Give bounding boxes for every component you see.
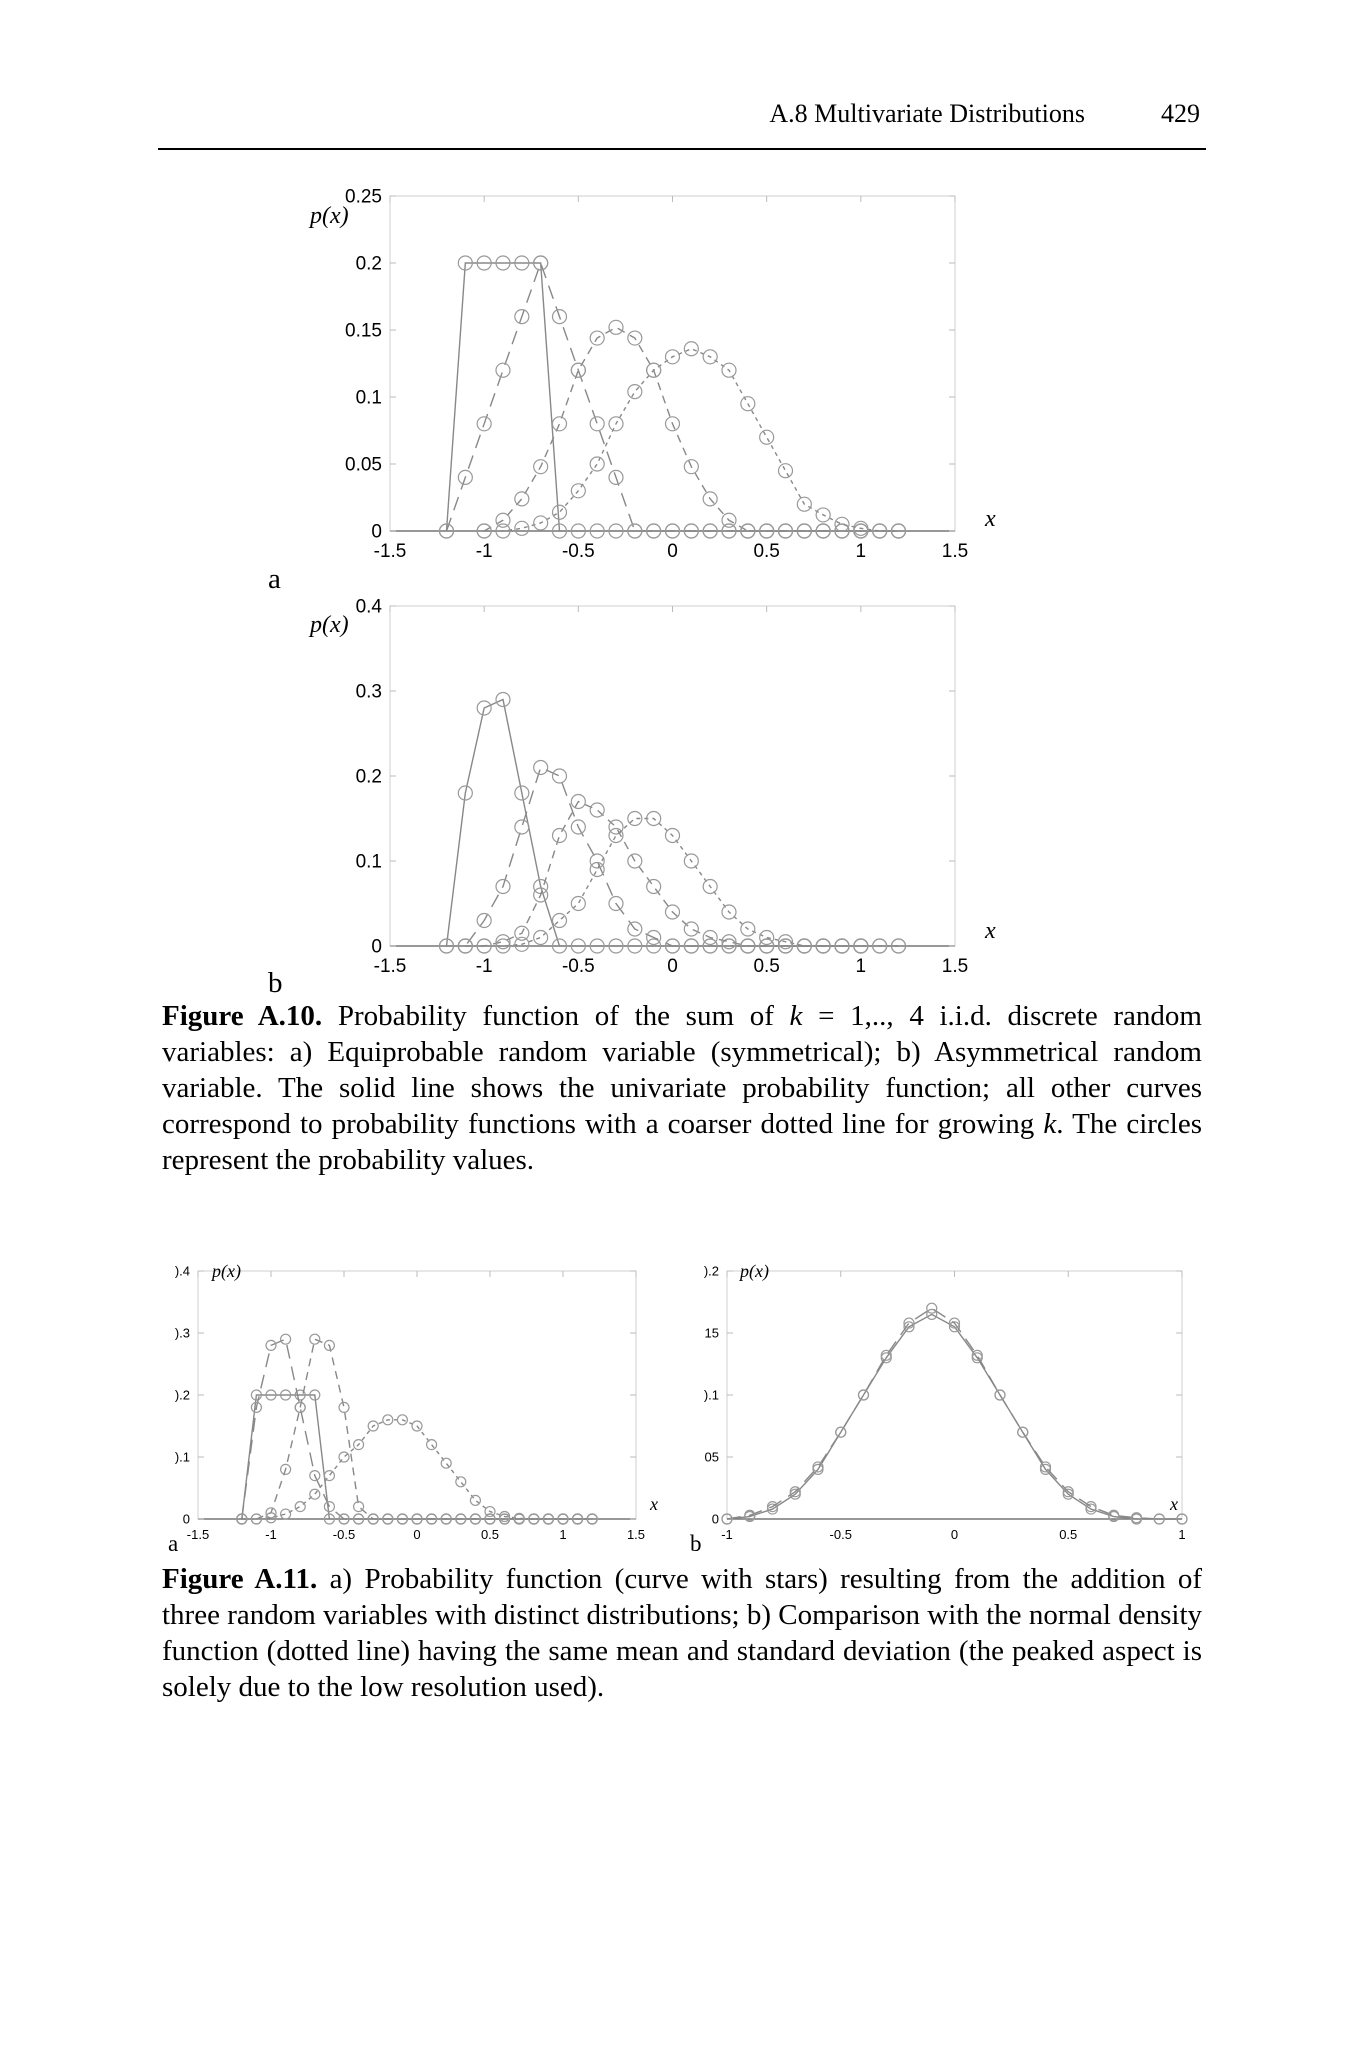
- plot-frame: [390, 606, 955, 946]
- x-axis-label: x: [1170, 1494, 1178, 1514]
- figure-a11b-chart: [690, 1255, 1210, 1555]
- x-tick-label: 0: [667, 956, 678, 977]
- x-tick-label: -1: [721, 1527, 733, 1542]
- data-point: [590, 863, 604, 877]
- data-point: [590, 417, 604, 431]
- data-point: [441, 1458, 451, 1468]
- data-point: [295, 1402, 305, 1412]
- series-line: [727, 1308, 1182, 1519]
- x-tick-label: -1.5: [373, 541, 407, 562]
- x-tick-label: -0.5: [332, 1527, 356, 1542]
- data-point: [553, 914, 567, 928]
- y-tick-label: 05: [704, 1449, 719, 1465]
- data-point: [534, 761, 548, 775]
- series-line: [447, 700, 899, 947]
- caption-text: Probability function of the sum of: [322, 1000, 790, 1032]
- y-tick-label: 0.4: [355, 596, 382, 618]
- series-line: [447, 263, 899, 531]
- x-tick-label: -0.5: [829, 1527, 852, 1542]
- y-tick-label: 0.15: [345, 320, 382, 342]
- caption-text: . The circles represent the probability values.: [162, 1108, 1202, 1176]
- x-tick-label: 1: [1178, 1527, 1186, 1542]
- data-point: [927, 1303, 937, 1313]
- data-point: [496, 363, 510, 377]
- figure-a10a-chart: [250, 180, 1050, 590]
- caption-variable: k: [1043, 1108, 1057, 1140]
- y-axis-label: p(x): [740, 1261, 769, 1281]
- y-tick-label: ).3: [174, 1325, 190, 1341]
- y-tick-label: 0.1: [355, 851, 382, 873]
- panel-label: b: [690, 1531, 702, 1555]
- header-rule: [158, 148, 1206, 150]
- x-tick-label: 0: [950, 1527, 959, 1542]
- x-tick-label: -0.5: [561, 956, 595, 977]
- data-point: [684, 922, 698, 936]
- series-line: [242, 1339, 592, 1519]
- y-axis-label: p(x): [310, 203, 349, 229]
- x-tick-label: -1.5: [186, 1527, 210, 1542]
- x-tick-label: -1: [475, 541, 493, 562]
- y-tick-label: ).1: [703, 1387, 719, 1403]
- figure-a11-caption: [162, 1561, 1202, 1705]
- x-tick-label: 0.5: [1059, 1527, 1078, 1542]
- series-line: [484, 349, 898, 531]
- x-tick-label: 1: [855, 541, 867, 562]
- x-tick-label: 0: [667, 541, 678, 562]
- data-point: [553, 417, 567, 431]
- x-tick-label: 1: [855, 956, 867, 977]
- figure-a10-label: Figure A.10.: [162, 1000, 323, 1032]
- series-line: [447, 263, 899, 531]
- data-point: [590, 803, 604, 817]
- data-point: [553, 769, 567, 783]
- data-point: [354, 1502, 364, 1512]
- series-line: [242, 1339, 592, 1519]
- data-point: [470, 1495, 480, 1505]
- series-line: [465, 802, 861, 947]
- data-point: [281, 1334, 291, 1344]
- data-point: [571, 897, 585, 911]
- data-point: [295, 1502, 305, 1512]
- data-point: [553, 829, 567, 843]
- x-tick-label: 1.5: [626, 1527, 646, 1542]
- y-tick-label: 0: [182, 1511, 190, 1527]
- caption-text: = 1,.., 4 i.i.d. discrete random variables: a) Equiprobable random variable (symmetrical); b) Asymmetrical random variable. The solid line shows the univariate probability function; all other curves correspond to probability functions with a coarser dotted line for growing: [162, 1000, 1202, 1140]
- x-tick-label: 0: [413, 1527, 421, 1542]
- panel-label: a: [268, 563, 281, 590]
- y-tick-label: 0.1: [355, 387, 382, 409]
- panel-label: b: [268, 967, 283, 995]
- x-tick-label: -1.5: [373, 956, 407, 977]
- caption-variable: k: [789, 1000, 803, 1032]
- x-tick-label: 1.5: [941, 956, 969, 977]
- y-tick-label: ).1: [174, 1449, 190, 1465]
- data-point: [515, 492, 529, 506]
- x-tick-label: -1: [265, 1527, 277, 1542]
- data-point: [779, 464, 793, 478]
- figure-a10-caption: [162, 998, 1202, 1178]
- y-tick-label: 0.2: [355, 253, 382, 275]
- y-tick-label: 0.2: [355, 766, 382, 788]
- y-tick-label: 0: [711, 1511, 719, 1527]
- data-point: [456, 1477, 466, 1487]
- y-tick-label: 0.25: [345, 186, 382, 208]
- x-axis-label: x: [985, 918, 996, 944]
- data-point: [339, 1452, 349, 1462]
- y-tick-label: 0.05: [345, 454, 382, 476]
- data-point: [553, 505, 567, 519]
- figure-a10b-chart: [250, 590, 1050, 995]
- figure-a11a-chart: [160, 1255, 690, 1555]
- y-tick-label: 0: [371, 936, 382, 958]
- plot-frame: [727, 1271, 1182, 1519]
- series-line: [242, 1395, 592, 1519]
- page-number: 429: [1161, 99, 1200, 128]
- data-point: [324, 1471, 334, 1481]
- x-axis-label: x: [650, 1494, 658, 1514]
- y-tick-label: 15: [704, 1325, 719, 1341]
- x-tick-label: -0.5: [561, 541, 595, 562]
- y-tick-label: ).2: [703, 1263, 719, 1279]
- series-line: [484, 327, 861, 531]
- data-point: [515, 820, 529, 834]
- data-point: [427, 1440, 437, 1450]
- caption-text: a) Probability function (curve with stars) resulting from the addition of three random variables with distinct distributions; b) Comparison with the normal density function (dotted line) having the same mean and standard deviation (the peaked aspect is solely due to the low resolution used).: [162, 1563, 1202, 1703]
- y-axis-label: p(x): [310, 612, 349, 638]
- running-header: A.8 Multivariate Distributions: [769, 99, 1085, 128]
- x-tick-label: 1.5: [941, 541, 969, 562]
- y-axis-label: p(x): [212, 1261, 241, 1281]
- data-point: [310, 1489, 320, 1499]
- series-line: [727, 1314, 1182, 1519]
- y-tick-label: ).2: [174, 1387, 190, 1403]
- x-tick-label: 1: [559, 1527, 567, 1542]
- x-tick-label: 0.5: [753, 956, 780, 977]
- figure-a11-label: Figure A.11.: [162, 1563, 318, 1595]
- panel-label: a: [168, 1531, 179, 1555]
- data-point: [534, 931, 548, 945]
- data-point: [647, 880, 661, 894]
- data-point: [628, 385, 642, 399]
- data-point: [760, 430, 774, 444]
- y-tick-label: 0.3: [355, 681, 382, 703]
- data-point: [339, 1402, 349, 1412]
- y-tick-label: 0: [371, 521, 382, 543]
- data-point: [609, 320, 623, 334]
- data-point: [760, 931, 774, 945]
- data-point: [281, 1509, 291, 1519]
- x-tick-label: 0.5: [480, 1527, 500, 1542]
- data-point: [590, 457, 604, 471]
- series-line: [447, 768, 861, 947]
- x-tick-label: 0.5: [753, 541, 780, 562]
- y-tick-label: ).4: [174, 1263, 190, 1279]
- data-point: [310, 1334, 320, 1344]
- data-point: [684, 342, 698, 356]
- x-tick-label: -1: [475, 956, 493, 977]
- x-axis-label: x: [985, 506, 996, 532]
